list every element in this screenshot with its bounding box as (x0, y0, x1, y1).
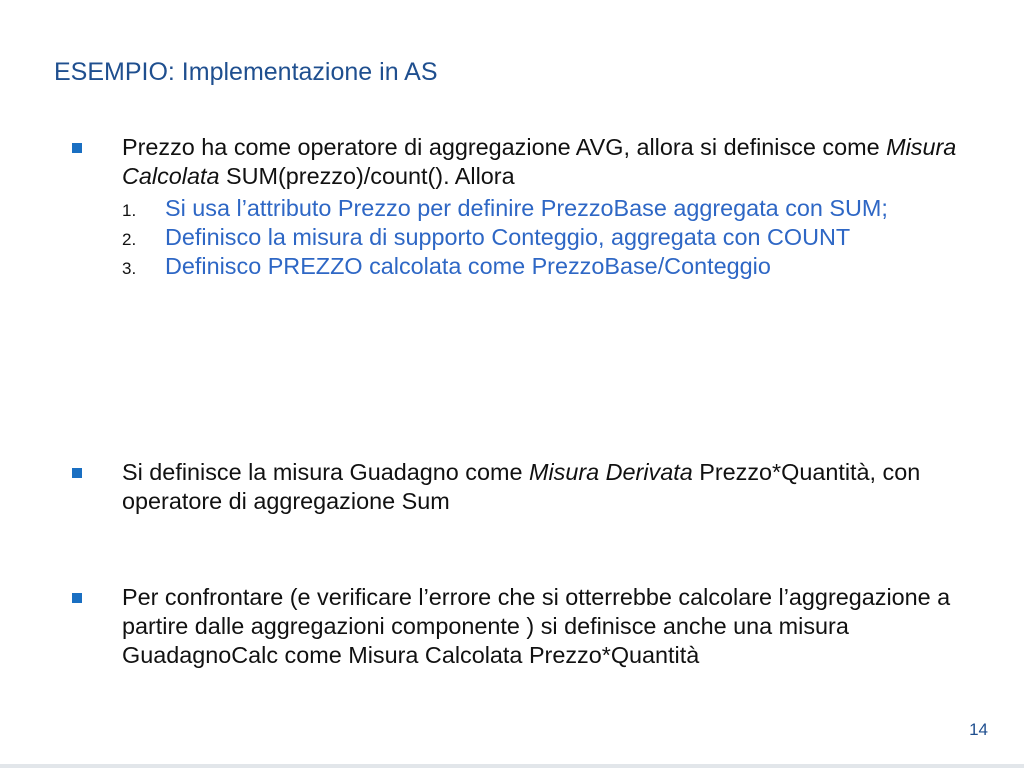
bullet-text-part: Prezzo ha come operatore di aggregazione AVG, allora si definisce come (122, 134, 887, 160)
step-number: 2. (122, 230, 137, 249)
square-bullet-icon (72, 143, 82, 153)
bullet-text-part: Si definisce la misura Guadagno come (122, 459, 529, 485)
square-bullet-icon (72, 593, 82, 603)
bullet-text (122, 458, 992, 516)
footer-divider (0, 764, 1024, 768)
slide-title: ESEMPIO: Implementazione in AS (54, 58, 438, 86)
numbered-step-2 (122, 223, 992, 252)
step-text: Si usa l’attributo Prezzo per definire PrezzoBase aggregata con SUM; (165, 195, 888, 221)
bullet-text: Per confrontare (e verificare l’errore che si otterrebbe calcolare l’aggregazione a partire dalle aggregazioni componente ) si definisce anche una misura GuadagnoCalc come Misura Calcolata Prezzo*Quantità (122, 584, 951, 668)
bullet-italic-term: Misura Calcolata (122, 134, 957, 189)
step-text: Definisco la misura di supporto Conteggio, aggregata con COUNT (165, 224, 851, 250)
bullet-item-3 (122, 583, 992, 670)
bullet-item-1 (122, 133, 992, 281)
square-bullet-icon (72, 468, 82, 478)
step-text: Definisco PREZZO calcolata come PrezzoBase/Conteggio (165, 253, 771, 279)
bullet-text-part: SUM(prezzo)/count(). Allora (219, 163, 515, 189)
step-number: 3. (122, 259, 137, 278)
bullet-text-part: Prezzo*Quantità, con operatore di aggregazione Sum (122, 459, 921, 514)
bullet-italic-term: Misura Derivata (528, 459, 693, 485)
numbered-step-1 (122, 194, 992, 223)
page-number: 14 (969, 720, 988, 739)
bullet-item-2 (122, 458, 992, 516)
numbered-step-3 (122, 252, 992, 281)
step-number: 1. (122, 201, 137, 220)
numbered-steps-list (122, 194, 992, 281)
bullet-text (122, 133, 992, 191)
